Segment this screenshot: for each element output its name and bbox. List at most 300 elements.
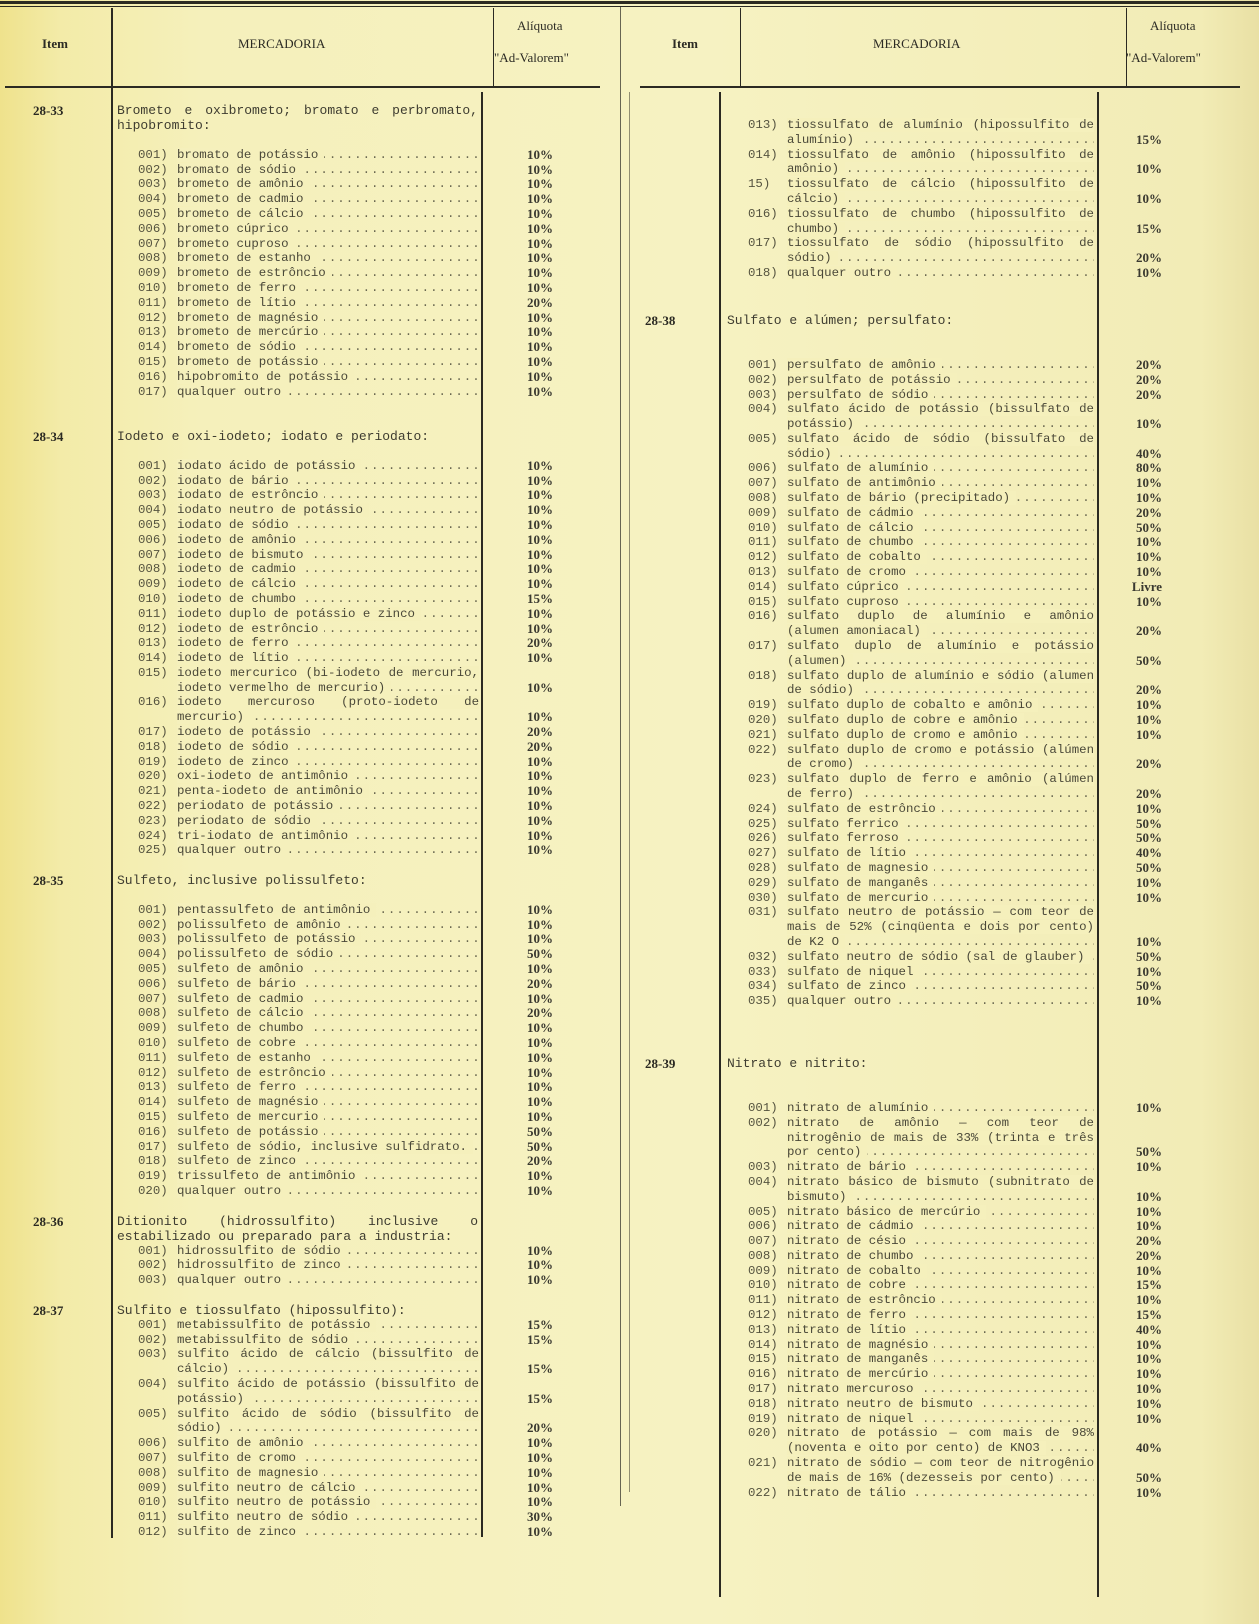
item-description [787,1338,1094,1353]
item-text: sulfato de manganês [787,876,934,890]
item-text: sulfeto de sódio, inclusive sulfidrato. [177,1140,473,1154]
item-text: sulfato de bário (precipitado) [787,491,1016,505]
item-description [787,373,1094,388]
item-number: 020) [138,769,168,784]
item-number: 001) [138,902,168,917]
item-number: 016) [138,1124,168,1139]
item-rate: 20% [1136,1247,1162,1263]
item-text: nitrato de alumínio [787,1101,934,1115]
item-rate: 20% [1136,356,1162,372]
item-number: 018) [748,265,778,280]
item-rate: 10% [1136,490,1162,506]
tariff-item [748,609,1162,639]
item-text: sulfato de niquel [787,965,919,979]
item-rate: 10% [527,561,553,577]
item-description [787,1486,1094,1501]
item-text: nitrato de césio [787,1234,912,1248]
item-rate: 10% [527,679,553,695]
tariff-item [748,432,1162,462]
item-number: 014) [748,1337,778,1352]
tariff-item [748,1308,1162,1323]
item-rate: 15% [527,1331,553,1347]
item-number: 003) [138,1273,168,1288]
tariff-item [748,1426,1162,1456]
table-header-right [620,0,1259,88]
item-rate: 10% [1136,712,1162,728]
item-number: 016) [138,695,168,710]
item-text: nitrato de cobalto [787,1264,927,1278]
item-number: 029) [748,875,778,890]
section-title: Sulfato e alúmen; persulfato: [727,313,954,329]
item-number: 020) [138,1183,168,1198]
tariff-item [748,846,1162,861]
item-rate: 10% [1136,161,1162,177]
item-text: qualquer outro [787,266,897,280]
item-number: 021) [748,1456,778,1471]
tariff-item [748,979,1162,994]
item-rate: 10% [527,842,553,858]
item-text: brometo de ferro [177,281,302,295]
item-number: 010) [138,1036,168,1051]
item-number: 006) [748,461,778,476]
item-rate: 10% [527,1182,553,1198]
right-column [0,118,1162,1500]
item-description [787,861,1094,876]
item-number: 019) [138,1169,168,1184]
item-text: iodeto de ferro [177,636,295,650]
item-number: 008) [138,1006,168,1021]
item-text: sulfeto de estanho [177,1051,317,1065]
item-text: sulfato ácido de sódio (bissulfato de sódio) [787,431,1094,461]
tariff-item [748,905,1162,949]
item-text: sulfeto de cálcio [177,1006,309,1020]
section-title: Ditionito (hidrossulfito) inclusive o estabilizado ou preparado para a industria: [117,1213,478,1244]
item-number: 007) [138,991,168,1006]
item-text: brometo de estrôncio [177,266,332,280]
item-rate: 10% [1136,1099,1162,1115]
section-title: Sulfeto, inclusive polissulfeto: [117,873,367,889]
tariff-item [748,1367,1162,1382]
item-text: sulfato neutro de sódio (sal de glauber) [787,950,1090,964]
item-rate: 10% [527,368,553,384]
tariff-item [748,1264,1162,1279]
item-rate: 10% [527,620,553,636]
item-text: sulfato duplo de cromo e potássio (alúmen de cromo) [787,742,1094,772]
item-rate: 10% [527,487,553,503]
item-text: sulfeto de cobre [177,1036,302,1050]
item-number: 008) [138,251,168,266]
item-number: 005) [138,206,168,221]
item-text: sulfeto de magnésio [177,1095,324,1109]
item-rate: 20% [1136,1233,1162,1249]
item-text: nitrato de manganês [787,1352,934,1366]
item-text: polissulfeto de amônio [177,918,347,932]
item-rate: 15% [527,590,553,606]
item-description [787,802,1094,817]
item-rate: 10% [527,1079,553,1095]
item-description [787,609,1094,639]
item-text: iodeto mercurico (bi-iodeto de mercurio, iodeto vermelho de mercurio) [177,665,479,695]
item-rate: 50% [1136,948,1162,964]
item-rate: 50% [1136,1144,1162,1160]
item-rate: 20% [1136,250,1162,266]
item-rate: 10% [1136,475,1162,491]
item-text: iodeto mercuroso (proto-iodeto de mercurio) [177,695,479,725]
item-rate: 10% [527,516,553,532]
tariff-item [138,1525,553,1540]
item-number: 010) [138,1495,168,1510]
item-number: 016) [748,1367,778,1382]
item-text: nitrato mercuroso [787,1382,919,1396]
item-text: brometo de mercúrio [177,325,324,339]
item-number: 014) [748,147,778,162]
item-text: sulfato de magnesio [787,861,934,875]
item-description [787,772,1094,802]
item-number: 012) [138,621,168,636]
item-description [177,1510,479,1525]
item-text: sulfato duplo de alumínio e sódio (alumen de sódio) [787,668,1094,698]
item-number: 006) [138,221,168,236]
item-text: iodeto de zinco [177,755,295,769]
item-rate: 10% [527,235,553,251]
item-description [787,1278,1094,1293]
item-number: 020) [748,1426,778,1441]
tariff-item [748,506,1162,521]
item-text: sulfato de antimônio [787,476,942,490]
item-text: nitrato de amônio — com teor de nitrogênio de mais de 33% (trinta e três por cento) [787,1115,1094,1160]
item-rate: 10% [527,1523,553,1539]
item-description [787,595,1094,610]
item-rate: 10% [527,176,553,192]
item-number: 015) [748,1352,778,1367]
item-text: nitrato básico de mercúrio [787,1205,986,1219]
item-rate: 40% [1136,845,1162,861]
item-number: 018) [748,1396,778,1411]
item-text: sulfato duplo de cobre e amônio [787,713,1024,727]
item-number: 014) [138,1095,168,1110]
item-rate: 10% [527,265,553,281]
item-rate: 10% [527,1435,553,1451]
item-description [787,521,1094,536]
item-text: sulfito de cromo [177,1451,302,1465]
item-text: iodeto de chumbo [177,592,302,606]
item-number: 010) [138,280,168,295]
item-rate: 10% [527,798,553,814]
item-number: 001) [138,147,168,162]
item-text: sulfato de zinco [787,979,912,993]
table-header-left [0,0,620,88]
tariff-section [727,118,1162,281]
item-number: 005) [138,1406,168,1421]
item-description [787,817,1094,832]
item-number: 005) [748,431,778,446]
item-rate: 10% [1136,993,1162,1009]
item-number: 15) [748,177,771,192]
item-rate: 10% [527,1020,553,1036]
item-rate: 10% [1136,1218,1162,1234]
item-number: 034) [748,979,778,994]
item-text: sulfeto de chumbo [177,1021,309,1035]
item-description [787,1323,1094,1338]
item-number: 005) [138,962,168,977]
item-number: 009) [748,1263,778,1278]
item-description [787,1308,1094,1323]
item-text: sulfito ácido de sódio (bissulfito de sódio) [177,1406,479,1436]
item-rate: 10% [1136,1351,1162,1367]
item-number: 012) [138,1065,168,1080]
item-text: iodato de estrôncio [177,488,324,502]
tariff-item [748,1352,1162,1367]
tariff-item [748,1234,1162,1249]
tariff-item [748,118,1162,148]
item-rate: 10% [1136,534,1162,550]
item-rate: 10% [1136,1366,1162,1382]
item-rate: 50% [1136,830,1162,846]
item-description [787,1382,1094,1397]
item-number: 004) [138,947,168,962]
item-text: sulfito neutro de sódio [177,1510,354,1524]
item-text: qualquer outro [177,1273,287,1287]
item-text: sulfeto de potássio [177,1125,324,1139]
item-number: 012) [138,1524,168,1539]
item-rate: 10% [527,931,553,947]
item-rate: 10% [1136,933,1162,949]
item-description [787,491,1094,506]
item-number: 006) [748,1219,778,1234]
tariff-item [748,491,1162,506]
item-rate: 10% [1136,1336,1162,1352]
item-rate: 50% [1136,519,1162,535]
tariff-item [748,595,1162,610]
item-number: 009) [138,1021,168,1036]
item-number: 022) [748,1485,778,1500]
item-number: 022) [748,742,778,757]
item-text: qualquer outro [787,994,897,1008]
item-text: brometo de estanho [177,251,317,265]
tariff-item [748,1205,1162,1220]
item-number: 024) [748,801,778,816]
item-number: 016) [748,609,778,624]
item-description [787,639,1094,669]
item-rate: 20% [527,975,553,991]
tariff-item [748,1338,1162,1353]
item-number: 013) [138,325,168,340]
item-description [787,846,1094,861]
item-rate: 10% [527,1049,553,1065]
tariff-item [748,669,1162,699]
item-text: iodeto de lítio [177,651,295,665]
item-rate: 10% [527,1449,553,1465]
item-description [787,1205,1094,1220]
item-description [787,1426,1094,1456]
item-text: pentassulfeto de antimônio [177,903,376,917]
item-number: 015) [138,354,168,369]
item-rate: 15% [527,1361,553,1377]
item-number: 002) [138,1258,168,1273]
item-number: 011) [138,1050,168,1065]
item-number: 023) [138,813,168,828]
item-description [787,831,1094,846]
item-text: sulfato de alumínio [787,461,934,475]
item-text: brometo cuproso [177,237,295,251]
tariff-item [748,1101,1162,1116]
item-text: hidrossulfito de zinco [177,1258,347,1272]
item-description [787,148,1094,178]
item-text: sulfato de chumbo [787,535,919,549]
item-rate: 10% [527,383,553,399]
item-text: sulfeto de estrôncio [177,1066,332,1080]
item-text: nitrato de ferro [787,1308,912,1322]
item-number: 001) [748,1100,778,1115]
item-text: sulfato duplo de cobalto e amônio [787,698,1038,712]
item-text: persulfato de sódio [787,388,934,402]
item-text: persulfato de potássio [787,373,957,387]
item-number: 017) [138,384,168,399]
item-rate: 10% [527,279,553,295]
item-text: sulfato de cádmio [787,506,919,520]
item-rate: 10% [527,650,553,666]
item-text: iodeto duplo de potássio e zinco [177,607,421,621]
item-description [177,1525,479,1540]
item-description [787,402,1094,432]
item-text: nitrato neutro de bismuto [787,1397,979,1411]
tariff-item [748,817,1162,832]
item-rate: 10% [1136,1395,1162,1411]
item-text: nitrato de magnésio [787,1338,934,1352]
tariff-item [748,743,1162,773]
tariff-item [748,876,1162,891]
item-rate: 10% [1136,190,1162,206]
item-rate: 10% [1136,549,1162,565]
tariff-item [748,1249,1162,1264]
item-rate: 10% [527,1168,553,1184]
tariff-item [748,1278,1162,1293]
item-text: iodeto de bismuto [177,548,309,562]
item-description [787,388,1094,403]
item-rate: 15% [1136,220,1162,236]
item-rate: 80% [1136,460,1162,476]
header-aliquota: Alíquota [517,18,563,33]
item-number: 015) [138,665,168,680]
item-number: 025) [138,843,168,858]
item-number: 013) [748,565,778,580]
item-text: nitrato de lítio [787,1323,912,1337]
item-text: iodato ácido de potássio [177,459,361,473]
tariff-item [748,1160,1162,1175]
item-description [787,118,1094,148]
item-rate: 10% [1136,1203,1162,1219]
item-rate: 15% [1136,1277,1162,1293]
item-number: 003) [138,488,168,503]
item-rate: 10% [527,502,553,518]
item-description [787,1352,1094,1367]
item-text: brometo cúprico [177,222,295,236]
item-number: 019) [748,698,778,713]
item-number: 035) [748,994,778,1009]
item-number: 008) [748,1248,778,1263]
item-text: iodeto de amônio [177,533,302,547]
section-code: 28-39 [645,1056,676,1072]
item-rate: Livre [1131,578,1162,594]
item-number: 011) [748,535,778,550]
item-text: brometo de potássio [177,355,324,369]
item-number: 026) [748,831,778,846]
item-number: 013) [748,1322,778,1337]
item-number: 027) [748,846,778,861]
item-number: 028) [748,861,778,875]
item-text: sulfato ferroso [787,831,905,845]
item-text: sulfato de lítio [787,846,912,860]
item-rate: 50% [1136,652,1162,668]
item-rate: 50% [527,1123,553,1139]
item-description [787,1293,1094,1308]
item-description [787,266,1094,281]
item-description [787,1412,1094,1427]
tariff-item [748,728,1162,743]
item-rate: 10% [527,783,553,799]
item-number: 002) [138,473,168,488]
item-rate: 15% [527,1390,553,1406]
item-text: iodato neutro de potássio [177,503,369,517]
item-description [787,1116,1094,1160]
item-rate: 10% [527,1494,553,1510]
item-rate: 10% [1136,1484,1162,1500]
item-text: tiossulfato de alumínio (hipossulfito de alumínio) [787,118,1094,147]
item-description [787,891,1094,906]
item-text: sulfeto de zinco [177,1154,302,1168]
item-text: nitrato de cobre [787,1278,912,1292]
item-description [787,713,1094,728]
item-description [787,177,1094,207]
item-description [787,476,1094,491]
item-text: brometo de cadmio [177,192,309,206]
item-number: 005) [748,1204,778,1219]
item-number: 013) [748,118,778,132]
item-number: 004) [748,1174,778,1189]
item-rate: 10% [1136,963,1162,979]
item-text: brometo de amônio [177,177,309,191]
item-rate: 50% [1136,815,1162,831]
item-rate: 10% [527,205,553,221]
item-rate: 15% [1136,1307,1162,1323]
tariff-item [748,965,1162,980]
item-rate: 10% [527,309,553,325]
item-number: 004) [748,402,778,417]
item-text: nitrato de mercúrio [787,1367,934,1381]
item-rate: 10% [527,1272,553,1288]
item-text: sulfito de magnesio [177,1466,324,1480]
item-description [787,535,1094,550]
item-number: 002) [138,917,168,932]
item-rate: 10% [527,1479,553,1495]
item-text: oxi-iodeto de antimônio [177,769,354,783]
item-number: 004) [138,503,168,518]
item-text: sulfeto de bário [177,977,302,991]
tariff-item [748,1219,1162,1234]
tariff-item [748,639,1162,669]
item-number: 011) [138,295,168,310]
item-text: sulfato duplo de alumínio e potássio (alumen) [787,639,1094,668]
item-rate: 10% [527,709,553,725]
item-number: 017) [748,639,778,654]
item-text: sulfato de cálcio [787,521,919,535]
item-rate: 20% [527,294,553,310]
item-number: 007) [138,236,168,251]
item-text: nitrato de estrôncio [787,1293,942,1307]
item-number: 017) [748,236,778,251]
item-text: brometo de magnésio [177,311,324,325]
item-rate: 10% [527,605,553,621]
